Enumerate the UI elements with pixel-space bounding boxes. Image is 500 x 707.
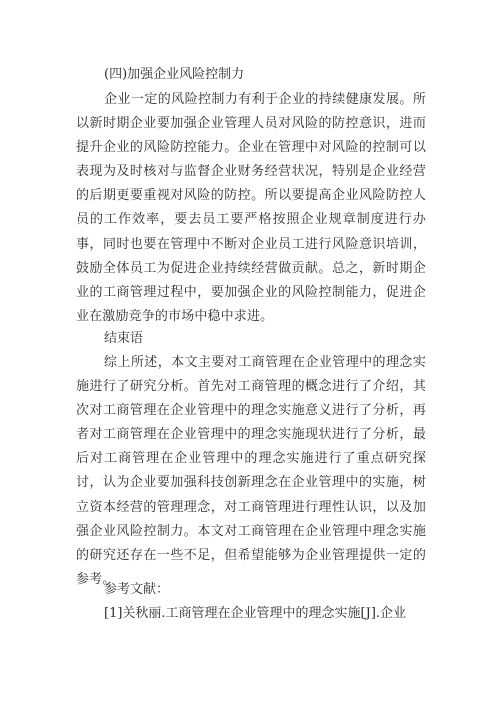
section-paragraph: 企业一定的风险控制力有利于企业的持续健康发展。所以新时期企业要加强企业管理人员对风险的防控意识，进而提升企业的风险防控能力。企业在管理中对风险的控制可以表现为及时核对与监督企业财务经营状况，特别是企业经营的后期更要重视对风险的防控。所以要提高企业风险防控人员的工作效率，要去员工要严格按照企业规章制度进行办事，同时也要在管理中不断对企业员工进行风险意识培训，鼓励全体员工为促进企业持续经营做贡献。总之，新时期企业的工商管理过程中，要加强企业的风险控制能力，促进企业在激励竞争的市场中稳中求进。 <box>76 92 426 324</box>
conclusion-heading: 结束语 <box>104 331 144 346</box>
reference-item: [1]关秋丽.工商管理在企业管理中的理念实施[J].企业 <box>104 606 407 621</box>
section-heading: (四)加强企业风险控制力 <box>104 67 245 82</box>
conclusion-paragraph: 综上所述，本文主要对工商管理在企业管理中的理念实施进行了研究分析。首先对工商管理的概念进行了介绍，其次对工商管理在企业管理中的理念实施意义进行了分析，再者对工商管理在企业管理中的理念实施现状进行了分析，最后对工商管理在企业管理中的理念实施进行了重点研究探讨，认为企业要加强科技创新理念在企业管理中的实施，树立资本经营的管理理念，对工商管理进行理性认识，以及加强企业风险控制力。本文对工商管理在企业管理中理念实施的研究还存在一些不足，但希望能够为企业管理提供一定的参考。 <box>76 355 426 587</box>
references-heading: 参考文献： <box>104 582 170 597</box>
